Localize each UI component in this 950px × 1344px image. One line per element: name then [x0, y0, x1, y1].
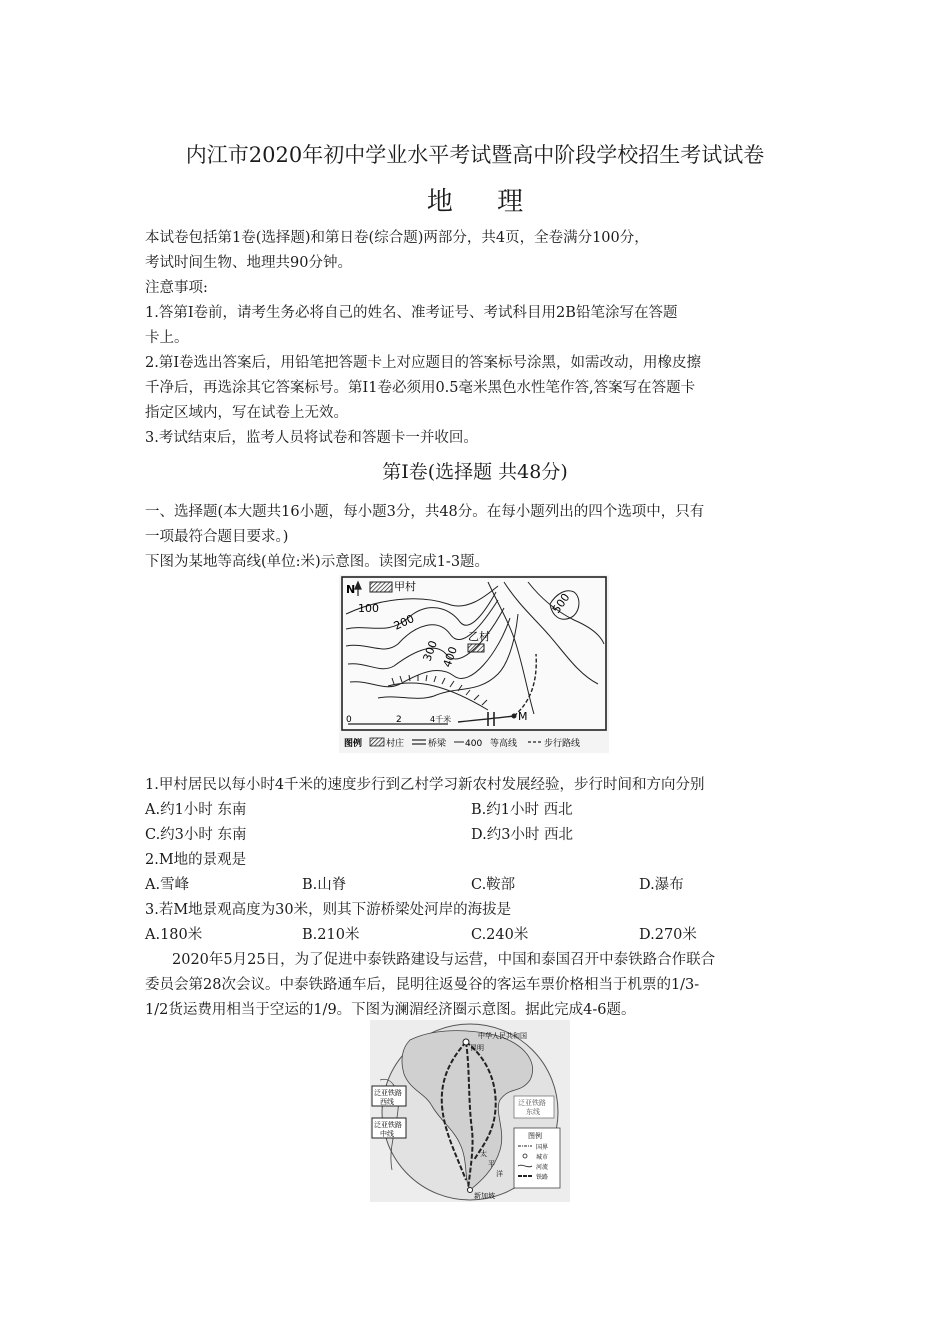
q3-option-c: C.240米	[471, 927, 529, 943]
section-title: 第Ⅰ卷(选择题 共48分)	[382, 461, 568, 483]
legend-label: 图例	[344, 739, 363, 749]
village-a-icon	[370, 582, 392, 592]
contour-label-200: 200	[391, 612, 417, 633]
q3-option-b: B.210米	[302, 927, 360, 943]
notice-2a: 2.第Ⅰ卷选出答案后，用铅笔把答题卡上对应题目的答案标号涂黑，如需改动，用橡皮擦	[145, 355, 702, 371]
scale-4: 4千米	[430, 715, 452, 724]
ocean-1: 太	[480, 1150, 487, 1158]
q2-option-c: C.鞍部	[471, 877, 516, 893]
line-west-2: 西线	[380, 1098, 394, 1106]
line-east-1: 泛亚铁路	[518, 1099, 546, 1107]
legend-city: 城市	[536, 1154, 549, 1161]
question-3: 3.若M地景观高度为30米，则其下游桥梁处河岸的海拔是	[145, 902, 512, 918]
ocean-2: 平	[488, 1160, 495, 1168]
line-east-2: 东线	[526, 1108, 540, 1116]
legend-river: 河流	[536, 1164, 549, 1171]
legend-contour-value: 400	[465, 739, 483, 749]
ocean-3: 洋	[496, 1170, 503, 1178]
q1-option-d: D.约3小时 西北	[471, 827, 574, 843]
north-label: N	[346, 583, 356, 596]
passage-line-1: 2020年5月25日，为了促进中泰铁路建设与运营，中国和泰国召开中泰铁路合作联合	[172, 952, 716, 968]
exam-title: 内江市2020年初中学业水平考试暨高中阶段学校招生考试试卷	[185, 143, 765, 167]
figure1-caption: 下图为某地等高线(单位:米)示意图。读图完成1-3题。	[145, 554, 490, 570]
q2-option-a: A.雪峰	[145, 877, 190, 893]
contour-label-300: 300	[420, 638, 441, 664]
legend-bridge: 桥梁	[428, 739, 447, 749]
contour-label-400: 400	[440, 644, 461, 670]
question-1: 1.甲村居民以每小时4千米的速度步行到乙村学习新农村发展经验，步行时间和方向分别	[145, 777, 705, 793]
village-b-label: 乙村	[468, 630, 490, 643]
village-a-label: 甲村	[394, 580, 416, 593]
country-label: 中华人民共和国	[478, 1032, 527, 1040]
scale-0: 0	[346, 715, 352, 725]
scale-2: 2	[396, 715, 402, 725]
q1-option-b: B.约1小时 西北	[471, 802, 573, 818]
kunming-icon	[463, 1039, 469, 1045]
legend-path: 步行路线	[544, 739, 581, 749]
legend-village: 村庄	[386, 739, 405, 749]
subject-title: 地 理	[426, 187, 542, 217]
legend-border: 国界	[536, 1144, 549, 1151]
q3-option-a: A.180米	[145, 927, 203, 943]
map-legend-title: 图例	[528, 1132, 542, 1140]
notice-2c: 指定区域内，写在试卷上无效。	[145, 405, 348, 421]
q2-option-d: D.瀑布	[639, 877, 684, 893]
singapore-label: 新加坡	[474, 1192, 495, 1200]
contour-label-100: 100	[358, 602, 379, 615]
notice-3: 3.考试结束后，监考人员将试卷和答题卡一并收回。	[145, 430, 478, 446]
passage-line-3: 1/2货运费用相当于空运的1/9。下图为澜湄经济圈示意图。据此完成4-6题。	[145, 1002, 636, 1018]
q2-option-b: B.山脊	[302, 877, 347, 893]
point-m-icon	[512, 714, 517, 719]
line-west-1: 泛亚铁路	[374, 1089, 402, 1097]
line-mid-2: 中线	[380, 1130, 394, 1138]
notice-1a: 1.答第Ⅰ卷前，请考生务必将自己的姓名、准考证号、考试科目用2B铅笔涂写在答题	[145, 305, 678, 321]
passage-line-2: 委员会第28次会议。中泰铁路通车后，昆明往返曼谷的客运车票价格相当于机票的1/3-	[145, 977, 700, 993]
q1-option-c: C.约3小时 东南	[145, 827, 247, 843]
point-m-label: M	[518, 710, 528, 723]
line-mid-1: 泛亚铁路	[374, 1121, 402, 1129]
legend-contour: 等高线	[490, 739, 518, 749]
legend-railway: 铁路	[536, 1174, 549, 1181]
notice-1b: 卡上。	[145, 330, 189, 346]
question-2: 2.M地的景观是	[145, 852, 247, 868]
q3-option-d: D.270米	[639, 927, 697, 943]
intro-line-2: 考试时间生物、地理共90分钟。	[145, 255, 352, 271]
section-instruction-a: 一、选择题(本大题共16小题，每小题3分，共48分。在每小题列出的四个选项中，只有	[145, 504, 705, 520]
contour-label-500: 500	[549, 591, 573, 616]
section-instruction-b: 一项最符合题目要求。)	[145, 529, 289, 545]
mekong-map-figure	[370, 1020, 570, 1202]
singapore-icon	[468, 1188, 473, 1193]
intro-line-1: 本试卷包括第1卷(选择题)和第日卷(综合题)两部分，共4页，全卷满分100分，	[145, 230, 649, 246]
q1-option-a: A.约1小时 东南	[145, 802, 247, 818]
kunming-label: 昆明	[470, 1044, 484, 1052]
notice-2b: 千净后，再选涂其它答案标号。第I1卷必须用0.5毫米黑色水性笔作答,答案写在答题卡	[145, 380, 696, 396]
contour-map-figure	[338, 574, 610, 754]
notice-label: 注意事项:	[145, 280, 208, 296]
